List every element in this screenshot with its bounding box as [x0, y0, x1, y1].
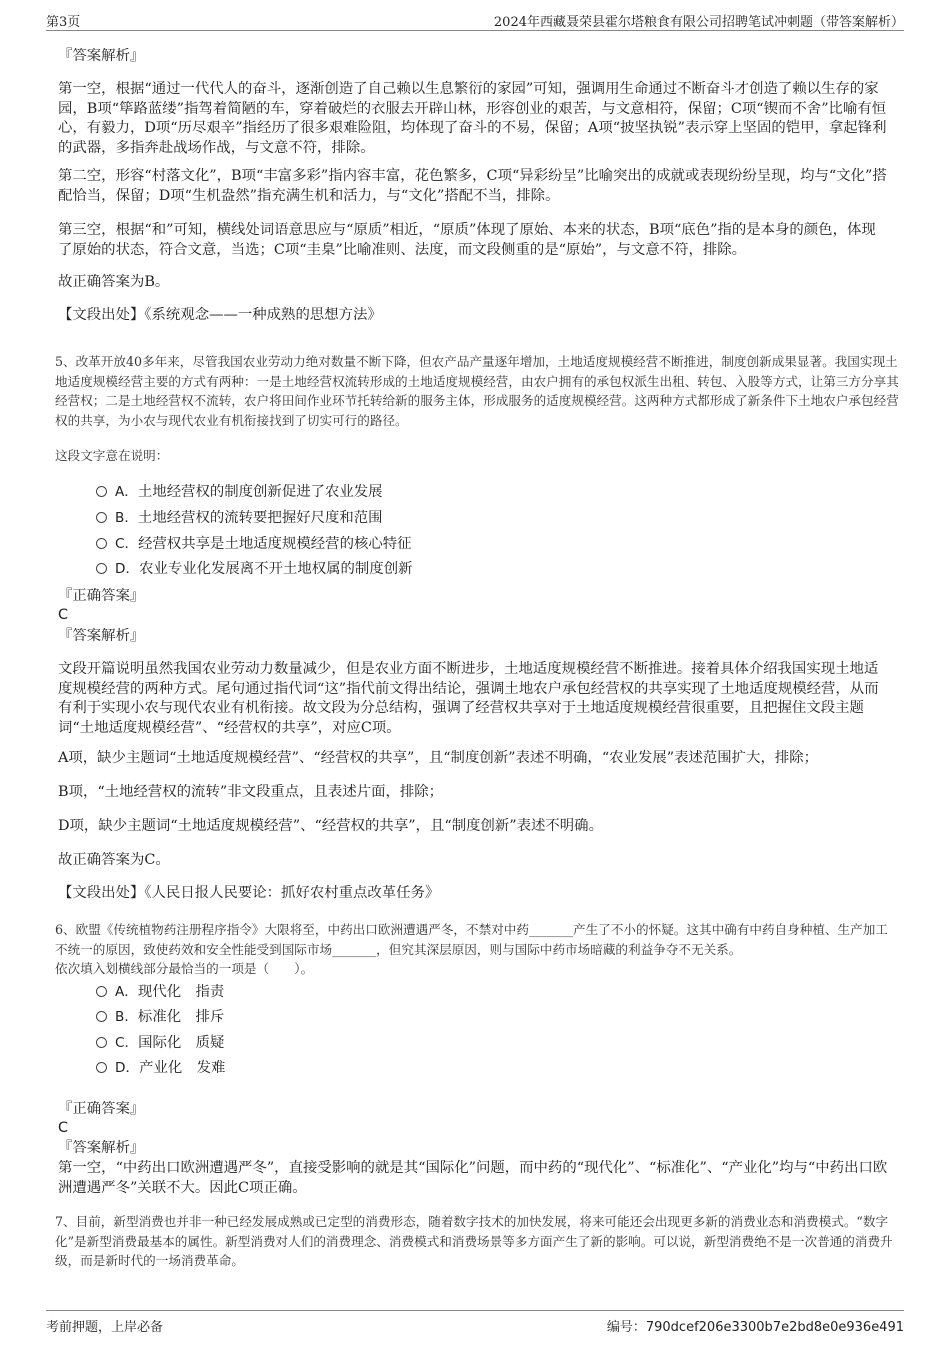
option-text: 现代化 指责 [137, 984, 225, 1000]
analysis-paragraph: 第一空，“中药出口欧洲遭遇严冬”，直接受影响的就是其“国际化”问题，而中药的“现代化”、“标准化”、“产业化”均与“中药出口欧洲遭遇严冬”关联不大。因此C项正确。 [58, 1160, 888, 1196]
radio-icon[interactable] [96, 1011, 107, 1022]
analysis-label: 『答案解析』 [58, 628, 145, 644]
page-header [46, 8, 904, 31]
option-c[interactable] [96, 534, 412, 554]
option-a[interactable] [96, 482, 383, 502]
analysis-paragraph: 第三空，根据“和”可知，横线处词语意思应与“原质”相近，“原质”体现了原始、本来的状态，B项“底色”指的是本身的颜色，体现了原始的状态，符合文意，当选；C项“圭臬”比喻准则、法度，而文段侧重的是“原始”，与文意不符，排除。 [58, 222, 876, 258]
option-a[interactable] [96, 982, 224, 1002]
conclusion: 故正确答案为B。 [58, 274, 170, 290]
option-letter: D． [115, 561, 140, 577]
question-prompt: 依次填入划横线部分最恰当的一项是（ ）。 [55, 961, 314, 976]
answer-label: 『正确答案』 [58, 588, 145, 604]
question-stem: 5、改革开放40多年来，尽管我国农业劳动力绝对数量不断下降，但农产品产量逐年增加，土地适度规模经营不断推进，制度创新成果显著。我国实现土地适度规模经营主要的方式有两种：一是土地经营权流转形成的土地适度规模经营，由农户拥有的承包权派生出租、转包、入股等方式，让第三方分享其经营权；二是土地经营权不流转，农户将田间作业环节托转给新的服务主体，形成服务的适度规模经营。这两种方式都形成了新条件下土地农户承包经营权的共享，为小农与现代农业有机衔接找到了切实可行的路径。 [55, 354, 899, 428]
option-letter: C． [115, 536, 139, 552]
option-letter: B． [115, 1009, 138, 1025]
option-b[interactable] [96, 508, 383, 528]
document-title: 2024年西藏聂荣县霍尔塔粮食有限公司招聘笔试冲刺题（带答案解析） [493, 15, 904, 30]
document-id [607, 1316, 904, 1335]
analysis-label: 『答案解析』 [58, 1140, 145, 1156]
analysis-paragraph: B项，“土地经营权的流转”非文段重点，且表述片面，排除； [58, 784, 444, 800]
radio-icon[interactable] [96, 486, 107, 497]
analysis-paragraph: 文段开篇说明虽然我国农业劳动力数量减少，但是农业方面不断进步，土地适度规模经营不断推进。接着具体介绍我国实现土地适度规模经营的两种方式。尾句通过指代词“这”指代前文得出结论，强调土地农户承包经营权的共享实现了土地适度规模经营，从而有利于实现小农与现代农业有机衔接。故文段为分总结构，强调了经营权共享对于土地适度规模经营很重要，且把握住文段主题词“土地适度规模经营”、“经营权的共享”，对应C项。 [58, 661, 879, 736]
page-footer [46, 1310, 904, 1341]
conclusion: 故正确答案为C。 [58, 852, 170, 868]
question-stem: 6、欧盟《传统植物药注册程序指令》大限将至，中药出口欧洲遭遇严冬，不禁对中药_______产生了不小的怀疑。这其中确有中药自身种植、生产加工不统一的原因，致使药效和安全性能受到国际市场_______，但究其深层原因，则与国际中药市场暗藏的利益争夺不无关系。 [55, 922, 888, 957]
option-text: 产业化 发难 [139, 1060, 226, 1076]
option-letter: A． [115, 484, 138, 500]
answer-value: C [58, 607, 69, 623]
source-citation: 【文段出处】《人民日报人民要论：抓好农村重点改革任务》 [58, 885, 440, 901]
option-text: 土地经营权的制度创新促进了农业发展 [137, 484, 383, 500]
option-b[interactable] [96, 1007, 224, 1027]
option-text: 农业专业化发展离不开土地权属的制度创新 [139, 561, 413, 577]
document-id-code: 790dcef206e3300b7e2bd8e0e936e491 [645, 1320, 904, 1335]
option-letter: C． [115, 1035, 139, 1051]
analysis-paragraph: A项，缺少主题词“土地适度规模经营”、“经营权的共享”，且“制度创新”表述不明确，“农业发展”表述范围扩大，排除； [58, 750, 819, 766]
option-d[interactable] [96, 1058, 225, 1078]
radio-icon[interactable] [96, 563, 107, 574]
option-letter: B． [115, 510, 138, 526]
analysis-paragraph: 第二空，形容“村落文化”，B项“丰富多彩”指内容丰富，花色繁多，C项“异彩纷呈”比喻突出的成就或表现纷纷呈现，均与“文化”搭配恰当，保留；D项“生机盎然”指充满生机和活力，与“文化”搭配不当，排除。 [58, 168, 887, 204]
analysis-paragraph: D项，缺少主题词“土地适度规模经营”、“经营权的共享”，且“制度创新”表述不明确。 [58, 818, 603, 834]
source-citation: 【文段出处】《系统观念——一种成熟的思想方法》 [58, 307, 382, 323]
question-stem: 7、目前，新型消费也并非一种已经发展成熟或已定型的消费形态，随着数字技术的加快发展，将来可能还会出现更多新的消费业态和消费模式。“数字化”是新型消费最基本的属性。新型消费对人们的消费理念、消费模式和消费场景等多方面产生了新的影响。可以说，新型消费绝不是一次普通的消费升级，而是新时代的一场消费革命。 [55, 1214, 893, 1268]
page-number: 第3页 [46, 15, 81, 30]
radio-icon[interactable] [96, 512, 107, 523]
radio-icon[interactable] [96, 986, 107, 997]
answer-label: 『正确答案』 [58, 1101, 145, 1117]
radio-icon[interactable] [96, 1062, 107, 1073]
option-text: 土地经营权的流转要把握好尺度和范围 [137, 510, 383, 526]
option-letter: A． [115, 984, 138, 1000]
option-c[interactable] [96, 1033, 224, 1053]
analysis-paragraph: 第一空，根据“通过一代代人的奋斗，逐渐创造了自己赖以生息繁衍的家园”可知，强调用生命通过不断奋斗才创造了赖以生存的家园，B项“筚路蓝缕”指驾着简陋的车，穿着破烂的衣服去开辟山林，形容创业的艰苦，与文意相符，保留；C项“锲而不舍”比喻有恒心，有毅力，D项“历尽艰辛”指经历了很多艰难险阻，均体现了奋斗的不易，保留；A项“披坚执锐”表示穿上坚固的铠甲，拿起锋利的武器，多指奔赴战场作战，与文意不符，排除。 [58, 81, 887, 156]
analysis-label: 『答案解析』 [58, 48, 145, 64]
question-prompt: 这段文字意在说明： [55, 448, 169, 463]
document-id-label: 编号： [606, 1320, 646, 1335]
radio-icon[interactable] [96, 538, 107, 549]
option-d[interactable] [96, 559, 413, 579]
radio-icon[interactable] [96, 1037, 107, 1048]
option-text: 标准化 排斥 [137, 1009, 225, 1025]
option-text: 国际化 质疑 [138, 1035, 225, 1051]
answer-value: C [58, 1120, 69, 1136]
footer-slogan: 考前押题，上岸必备 [46, 1320, 164, 1335]
option-letter: D． [115, 1060, 140, 1076]
option-text: 经营权共享是土地适度规模经营的核心特征 [138, 536, 412, 552]
